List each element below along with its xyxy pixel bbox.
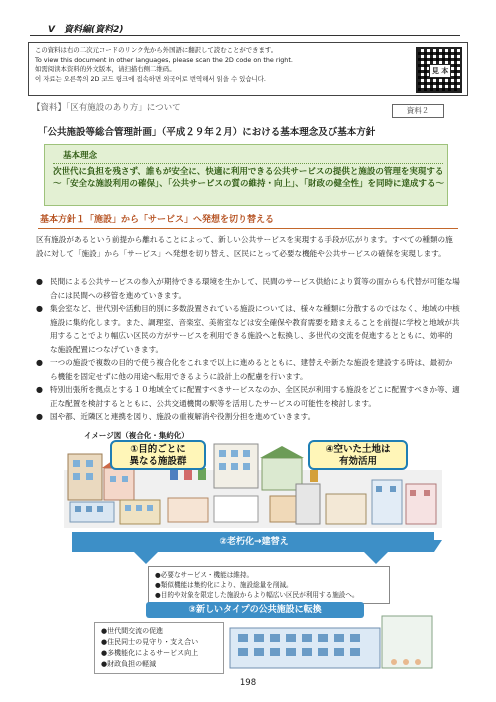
result-line: ●多機能化によるサービス向上 bbox=[101, 649, 199, 657]
bubble-line: ●必要なサービス・機能は維持。 bbox=[155, 571, 254, 579]
bullet-icon: ● bbox=[36, 277, 43, 286]
policy-heading: 基本方針１「施設」から「サービス」へ発想を切り替える bbox=[38, 212, 458, 229]
policy-bullet bbox=[36, 275, 460, 302]
result-list bbox=[94, 622, 224, 674]
bullet-icon: ● bbox=[36, 358, 43, 367]
banner-vacant-line2: 有効活用 bbox=[338, 456, 377, 467]
banner-purpose-line2: 異なる施設群 bbox=[129, 456, 187, 467]
bubble-line: ●類似機能は集約化により、施設総量を削減。 bbox=[155, 581, 293, 589]
info-bubble bbox=[148, 566, 390, 604]
language-line-zh: 如需阅读本资料的外文版本，请扫描右侧二维码。 bbox=[35, 65, 176, 74]
basic-principle-box bbox=[44, 144, 452, 206]
policy-intro: 区有施設があるという前提から離れることによって、新しい公共サービスを実現する手段が広がります。すべての種類の施設に対して「施設」から「サービス」へ発想を切り替え、区民にとって必要な機能や公共サービスの確保を実現します。 bbox=[36, 235, 453, 258]
flow-new-facility-label: ③新しいタイプの公共施設に転換 bbox=[146, 602, 364, 618]
bullet-text: 集会室など、世代別や活動目的別に多数設置されている施設については、様々な種類に分散するのではなく、地域の中核施設に集約化します。また、調理室、音楽室、美術室などは安全確保や教育需要を踏まえることを前提に学校と地域が共用することでより幅広い区民の方がサービスを利用できる施設へと転換し、多世代の交流を促進するとともに、効率的な施設配置につなげていきます。 bbox=[50, 304, 460, 354]
reference-tag: 資料２ bbox=[392, 104, 444, 118]
language-line-ko: 이 자료는 오른쪽의 2D 코드 링크에 접속하면 외국어로 번역해서 읽을 수 있습니다. bbox=[35, 74, 266, 83]
bubble-line: ●目的や対象を限定した施設からより幅広い区民が利用する施設へ。 bbox=[155, 591, 359, 599]
result-line: ●住民同士の見守り・支え合い bbox=[101, 638, 199, 646]
image-figure bbox=[64, 440, 442, 676]
bullet-text: 国や都、近隣区と連携を図り、施設の重複解消や役割分担を進めていきます。 bbox=[50, 412, 316, 421]
section-header: Ⅴ 資料編(資料2) bbox=[30, 22, 460, 36]
bullet-text: 一つの施設で複数の目的で使う複合化をこれまで以上に進めるとともに、建替えや新たな施設を建設する時は、最初から機能を固定せずに他の用途へ転用できるように設計上の配慮を行います。 bbox=[50, 358, 453, 381]
language-line-ja: この資料は右の二次元コードのリンク先から外国語に翻訳して読むことができます。 bbox=[35, 46, 278, 54]
figure-label: イメージ図（複合化・集約化） bbox=[84, 431, 189, 440]
language-line-en: To view this document in other languages, please scan the 2D code on the right. bbox=[35, 55, 293, 64]
document-title: 「公共施設等総合管理計画」（平成２９年２月）における基本理念及び基本方針 bbox=[38, 127, 376, 138]
basic-principle-label: 基本理念 bbox=[53, 149, 443, 164]
policy-bullet bbox=[36, 356, 460, 383]
page-number: 198 bbox=[239, 678, 257, 688]
policy-bullet bbox=[36, 383, 460, 410]
basic-principle-text: 次世代に負担を残さず、誰もが安全に、快適に利用できる公共サービスの提供と施設の管理を実現する ～「安全な施設利用の確保」、「公共サービスの質の維持・向上」、「財政の健全性」を同時に達成する～ bbox=[53, 167, 452, 189]
bullet-icon: ● bbox=[36, 385, 43, 394]
policy-bullet bbox=[36, 410, 460, 424]
new-facility-illustration-icon bbox=[230, 616, 432, 668]
flow-rebuild-label: ②老朽化→建替え bbox=[219, 537, 289, 547]
bullet-icon: ● bbox=[36, 304, 43, 313]
banner-vacant-line1: ④空いた土地は bbox=[325, 444, 391, 455]
policy-bullet-list bbox=[36, 275, 460, 424]
language-notice bbox=[28, 42, 468, 96]
result-line: ●財政負担の軽減 bbox=[101, 660, 157, 668]
reference-title: 【資料】「区有施設のあり方」について bbox=[32, 103, 181, 113]
bullet-icon: ● bbox=[36, 412, 43, 421]
banner-purpose-line1: ①目的ごとに bbox=[130, 444, 186, 455]
qr-sample-label: 見 本 bbox=[429, 64, 451, 78]
banner-purpose-facilities bbox=[110, 440, 206, 470]
bullet-text: 民間による公共サービスの参入が期待できる環境を生かして、民間のサービス供給により質等の面からも代替が可能な場合には民間への移管を進めていきます。 bbox=[50, 277, 460, 300]
qr-code-icon[interactable] bbox=[416, 47, 462, 93]
policy-bullet bbox=[36, 302, 460, 356]
banner-vacant-land bbox=[308, 440, 408, 470]
result-line: ●世代間交流の促進 bbox=[101, 627, 164, 635]
bullet-text: 特別出張所を拠点とする１０地域全てに配置すべきサービスなのか、全区民が利用する施設をどこに配置すべきか等、適正な配置を検討するとともに、公共交通機関の駅等を活用したサービスの可能性を検討します。 bbox=[50, 385, 460, 408]
